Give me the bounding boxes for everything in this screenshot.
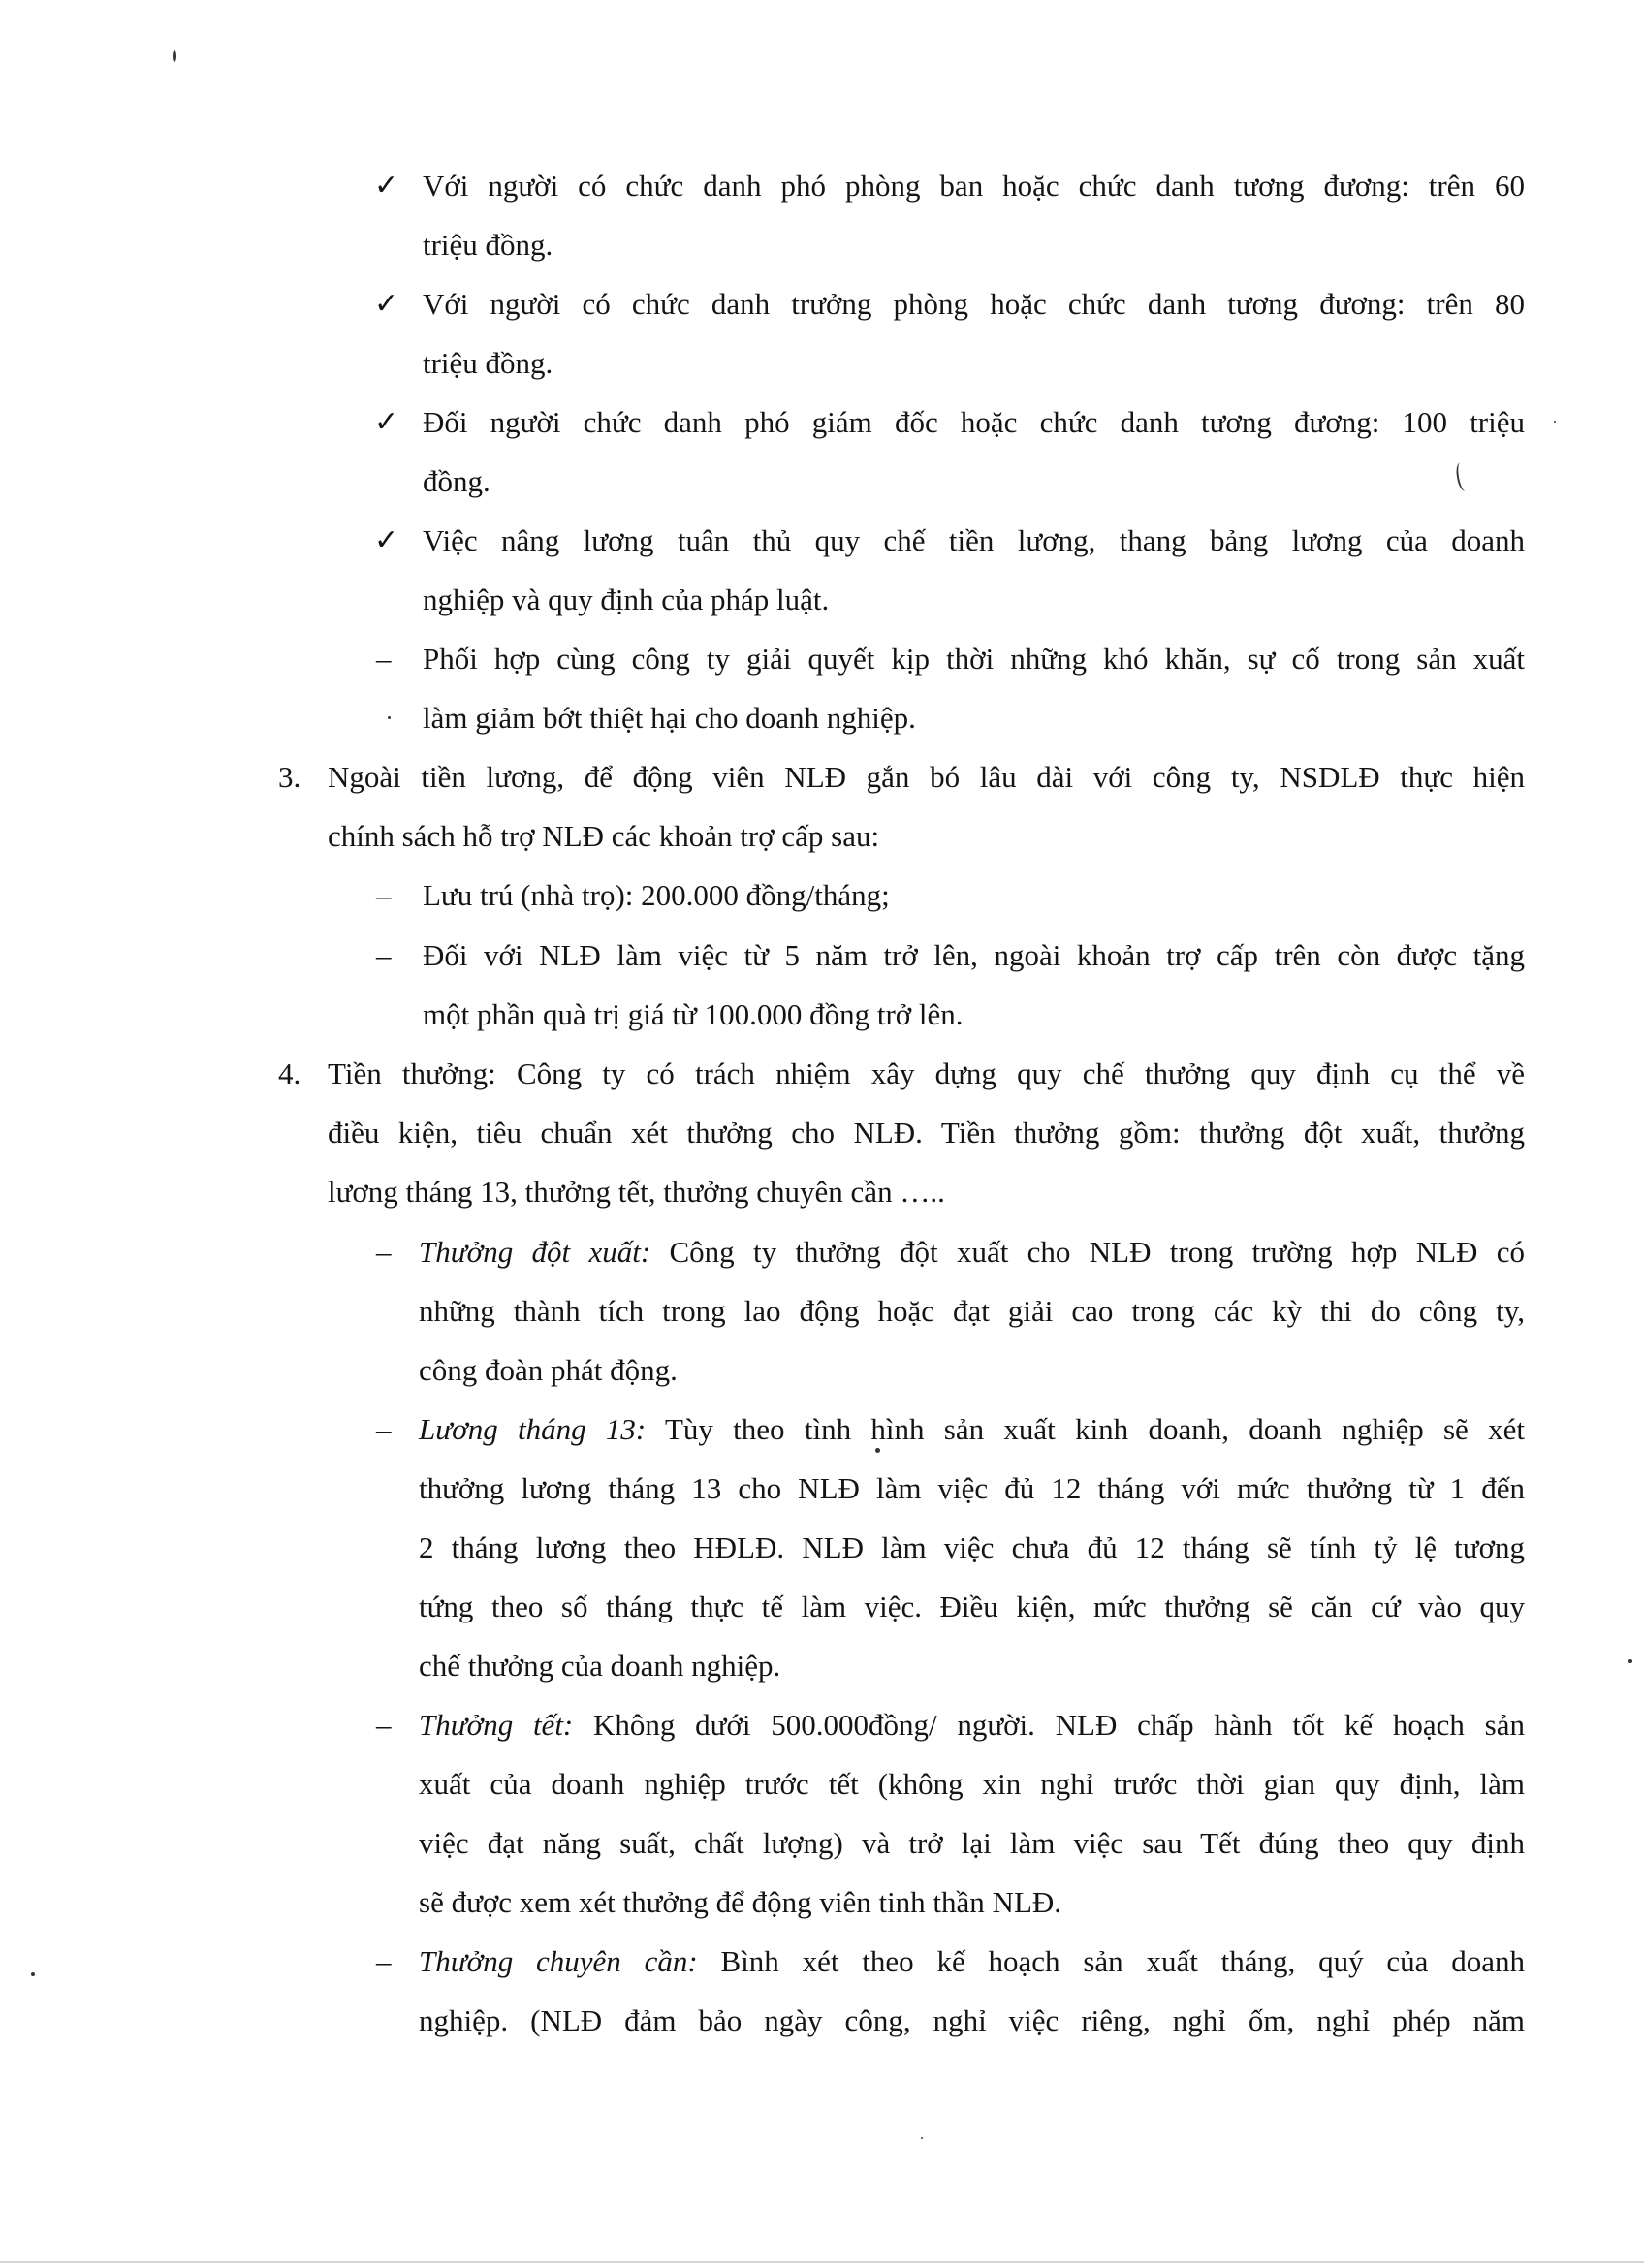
item-5-line-2: làm giảm bớt thiệt hại cho doanh nghiệp. [423, 701, 916, 735]
salary-13-line-1: Lương tháng 13: Tùy theo tình hình sản xuất kinh doanh, doanh nghiệp sẽ xét [419, 1412, 1525, 1446]
salary-13-line-2: thưởng lương tháng 13 cho NLĐ làm việc đủ 12 tháng với mức thưởng từ 1 đến [419, 1471, 1525, 1505]
scan-speck [1554, 421, 1556, 423]
dash-bullet: – [376, 1944, 392, 1978]
tet-bonus-line-3: việc đạt năng suất, chất lượng) và trở lại làm việc sau Tết đúng theo quy định [419, 1826, 1525, 1860]
dash-bullet: – [376, 1412, 392, 1446]
item-4-line-1: Việc nâng lương tuân thủ quy chế tiền lương, thang bảng lương của doanh [423, 523, 1525, 557]
tet-bonus-label: Thưởng tết: [419, 1708, 574, 1742]
salary-13-line-5: chế thưởng của doanh nghiệp. [419, 1649, 781, 1683]
tet-bonus-line-4: sẽ được xem xét thưởng để động viên tinh thần NLĐ. [419, 1885, 1062, 1919]
scan-speck [875, 1448, 880, 1453]
scan-speck [173, 50, 176, 62]
item-5-line-1: Phối hợp cùng công ty giải quyết kịp thời những khó khăn, sự cố trong sản xuất [423, 642, 1525, 676]
checkmark-icon: ✓ [374, 287, 399, 321]
item-2-line-2: triệu đồng. [423, 346, 553, 380]
dash-bullet: – [376, 878, 392, 912]
section-3-sub-2-line-2: một phần quà trị giá từ 100.000 đồng trở lên. [423, 997, 964, 1031]
checkmark-icon: ✓ [374, 523, 399, 557]
item-1-line-2: triệu đồng. [423, 228, 553, 262]
bonus-sudden-line-2: những thành tích trong lao động hoặc đạt giải cao trong các kỳ thi do công ty, [419, 1294, 1525, 1328]
item-2-line-1: Với người có chức danh trưởng phòng hoặc chức danh tương đương: trên 80 [423, 287, 1525, 321]
scan-speck [31, 1972, 35, 1976]
checkmark-icon: ✓ [374, 169, 399, 203]
dash-bullet: – [376, 1708, 392, 1742]
diligence-bonus-label: Thưởng chuyên cần: [419, 1944, 698, 1978]
dash-bullet: – [376, 642, 392, 676]
section-3-sub-1: Lưu trú (nhà trọ): 200.000 đồng/tháng; [423, 878, 890, 912]
pen-mark [1454, 461, 1470, 492]
diligence-bonus-line-1: Thưởng chuyên cần: Bình xét theo kế hoạch sản xuất tháng, quý của doanh [419, 1944, 1525, 1978]
tet-bonus-line-2: xuất của doanh nghiệp trước tết (không xin nghỉ trước thời gian quy định, làm [419, 1767, 1525, 1801]
scan-edge [0, 2261, 1644, 2263]
bonus-sudden-label: Thưởng đột xuất: [419, 1235, 651, 1269]
salary-13-line-4: tứng theo số tháng thực tế làm việc. Điều kiện, mức thưởng sẽ căn cứ vào quy [419, 1590, 1525, 1623]
diligence-bonus-line-2: nghiệp. (NLĐ đảm bảo ngày công, nghỉ việc riêng, nghỉ ốm, nghỉ phép năm [419, 2003, 1525, 2037]
bonus-sudden-line-3: công đoàn phát động. [419, 1353, 678, 1387]
section-3-sub-2-line-1: Đối với NLĐ làm việc từ 5 năm trở lên, ngoài khoản trợ cấp trên còn được tặng [423, 938, 1525, 972]
section-4-line-3: lương tháng 13, thưởng tết, thưởng chuyên cần ….. [328, 1175, 945, 1209]
section-4-line-2: điều kiện, tiêu chuẩn xét thưởng cho NLĐ. Tiền thưởng gồm: thưởng đột xuất, thưởng [328, 1116, 1525, 1150]
dash-bullet: – [376, 1235, 392, 1269]
item-4-line-2: nghiệp và quy định của pháp luật. [423, 583, 830, 616]
item-3-line-2: đồng. [423, 464, 490, 498]
section-3-line-1: Ngoài tiền lương, để động viên NLĐ gắn bó lâu dài với công ty, NSDLĐ thực hiện [328, 760, 1525, 794]
bonus-sudden-line-1: Thưởng đột xuất: Công ty thưởng đột xuất cho NLĐ trong trường hợp NLĐ có [419, 1235, 1525, 1269]
section-4-number: 4. [278, 1056, 301, 1090]
item-1-line-1: Với người có chức danh phó phòng ban hoặc chức danh tương đương: trên 60 [423, 169, 1525, 203]
tet-bonus-line-1: Thưởng tết: Không dưới 500.000đồng/ người. NLĐ chấp hành tốt kế hoạch sản [419, 1708, 1525, 1742]
item-3-line-1: Đối người chức danh phó giám đốc hoặc chức danh tương đương: 100 triệu [423, 405, 1525, 439]
section-3-line-2: chính sách hỗ trợ NLĐ các khoản trợ cấp sau: [328, 819, 880, 853]
dash-bullet: – [376, 938, 392, 972]
section-4-line-1: Tiền thưởng: Công ty có trách nhiệm xây dựng quy chế thưởng quy định cụ thể về [328, 1056, 1525, 1090]
scan-speck [921, 2137, 923, 2139]
scan-speck [1628, 1659, 1632, 1663]
scan-speck [388, 716, 391, 719]
section-3-number: 3. [278, 760, 301, 794]
salary-13-label: Lương tháng 13: [419, 1412, 647, 1446]
checkmark-icon: ✓ [374, 405, 399, 439]
salary-13-line-3: 2 tháng lương theo HĐLĐ. NLĐ làm việc chưa đủ 12 tháng sẽ tính tỷ lệ tương [419, 1530, 1525, 1564]
